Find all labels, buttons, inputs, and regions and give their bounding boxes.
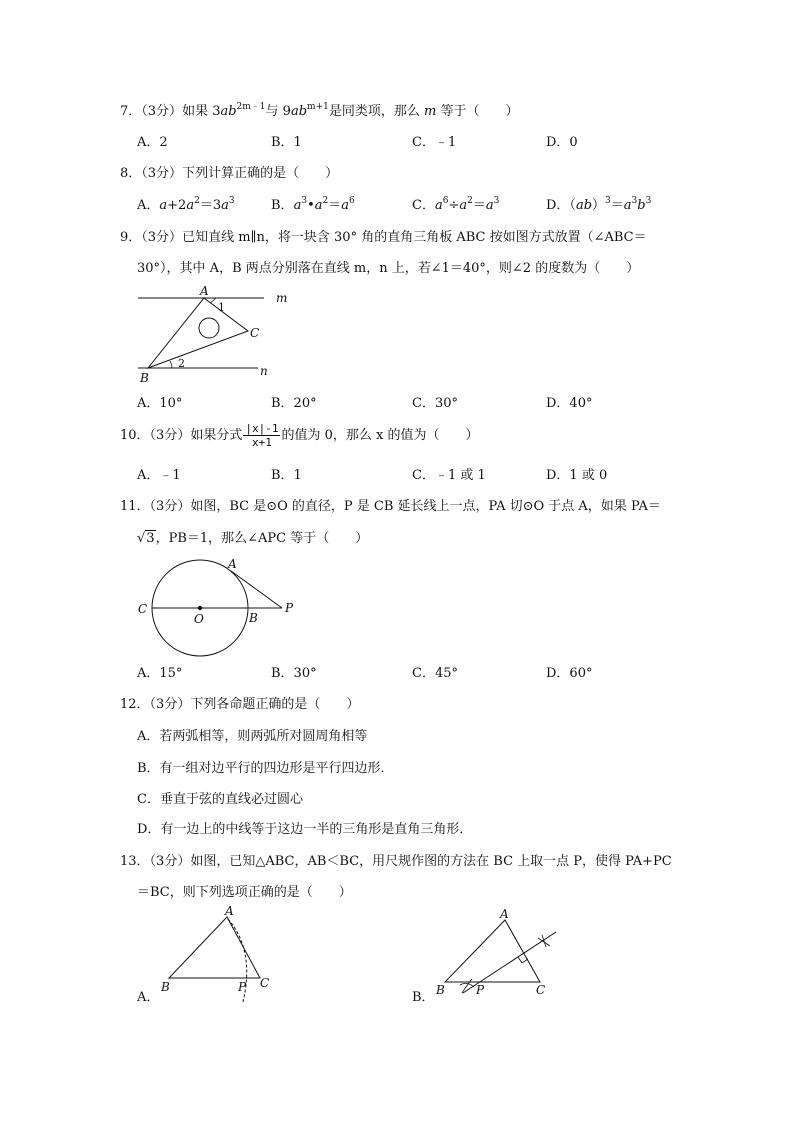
q11-label-p: P xyxy=(285,601,294,615)
q9-option-c: C．30° xyxy=(412,396,458,411)
q11-label-a: A xyxy=(228,557,237,571)
q11-option-a: A．15° xyxy=(137,666,183,681)
q9-angle-2: 2 xyxy=(178,357,185,370)
q13b-label-c: C xyxy=(536,983,546,997)
q13-figure-b xyxy=(430,905,570,1005)
q13-stem-line2: ＝BC，则下列选项正确的是（ ） xyxy=(137,885,352,900)
q12-option-c: C．垂直于弦的直线必过圆心 xyxy=(137,792,303,807)
q13a-label-p: P xyxy=(238,980,247,994)
q8-option-c: C．$a^6\div a^2=a^3$ xyxy=(412,196,500,213)
q9-option-a: A．10° xyxy=(137,396,183,411)
q9-option-d: D．40° xyxy=(546,396,593,411)
q9-label-b: B xyxy=(140,371,149,385)
q13-stem-line1: 13．（3分）如图，已知△ABC，AB＜BC，用尺规作图的方法在 BC 上取一点 P，使得 PA+PC xyxy=(120,854,672,869)
q11-label-b: B xyxy=(249,611,258,625)
q13-figure-b-label: B． xyxy=(412,990,435,1005)
sqrt-3: √3 xyxy=(137,531,155,546)
q10-stem: 10．（3分）如果分式 $\frac{|x|-1}{x+1}$ 的值为 0，那么 x 的值为（ ） xyxy=(120,422,479,449)
q12-stem: 12．（3分）下列各命题正确的是（ ） xyxy=(120,697,360,712)
q11-label-c: C xyxy=(138,602,148,616)
q10-option-d: D．1 或 0 xyxy=(546,468,608,483)
q13-figure-a-label: A． xyxy=(137,990,160,1005)
q13a-label-a: A xyxy=(225,904,234,918)
q10-fraction: $\frac{|x|-1}{x+1}$ xyxy=(245,422,279,449)
q13b-label-b: B xyxy=(436,983,445,997)
q12-option-d: D．有一边上的中线等于这边一半的三角形是直角三角形． xyxy=(137,822,473,837)
q7-stem: 7．（3分）如果 $3ab^{2m﹣1}$与 $9ab^{m+1}$是同类项，那么 m 等于（ ） xyxy=(120,102,519,119)
q9-angle-1: 1 xyxy=(218,301,225,314)
q13b-label-a: A xyxy=(500,907,509,921)
q7-option-b: B．1 xyxy=(271,135,302,150)
q13b-label-p: P xyxy=(476,983,485,997)
q9-label-a: A xyxy=(200,284,209,298)
q11-stem-line1: 11．（3分）如图，BC 是⊙O 的直径，P 是 CB 延长线上一点，PA 切⊙O 于点 A，如果 PA＝ xyxy=(120,499,661,514)
q7-option-a: A．2 xyxy=(137,135,168,150)
q12-option-b: B．有一组对边平行的四边形是平行四边形． xyxy=(137,761,394,776)
q9-label-n: n xyxy=(260,364,268,378)
q9-figure xyxy=(130,285,290,385)
q9-stem-line1: 9．（3分）已知直线 m∥n，将一块含 30° 角的直角三角板 ABC 按如图方式放置（∠ABC＝ xyxy=(120,230,647,245)
q8-stem: 8．（3分）下列计算正确的是（ ） xyxy=(120,166,339,181)
q8-option-d: D．$(ab)^3=a^3b^3$ xyxy=(546,196,652,213)
q13a-label-b: B xyxy=(161,980,170,994)
q12-option-a: A．若两弧相等，则两弧所对圆周角相等 xyxy=(137,729,368,744)
q9-label-m: m xyxy=(276,291,288,305)
q8-option-b: B．$a^3•a^2=a^6$ xyxy=(271,196,355,213)
q13a-label-c: C xyxy=(260,976,270,990)
q10-option-c: C．﹣1 或 1 xyxy=(412,468,486,483)
q7-option-c: C．﹣1 xyxy=(412,135,457,150)
q11-stem-line2: √3，PB＝1，那么∠APC 等于（ ） xyxy=(137,531,369,546)
q10-option-b: B．1 xyxy=(271,468,302,483)
q9-option-b: B．20° xyxy=(271,396,317,411)
q10-option-a: A．﹣1 xyxy=(137,468,181,483)
q11-option-b: B．30° xyxy=(271,666,317,681)
q8-option-a: A．$a+2a^2=3a^3$ xyxy=(137,196,235,213)
q9-label-c: C xyxy=(250,326,260,340)
q11-option-c: C．45° xyxy=(412,666,458,681)
q9-stem-line2: 30°），其中 A，B 两点分别落在直线 m，n 上，若∠1＝40°，则∠2 的度数为（ ） xyxy=(137,261,640,276)
q13-figure-a xyxy=(155,905,285,1005)
q11-option-d: D．60° xyxy=(546,666,593,681)
q11-figure xyxy=(135,555,305,670)
q11-label-o: O xyxy=(194,612,204,626)
q7-option-d: D．0 xyxy=(546,135,578,150)
